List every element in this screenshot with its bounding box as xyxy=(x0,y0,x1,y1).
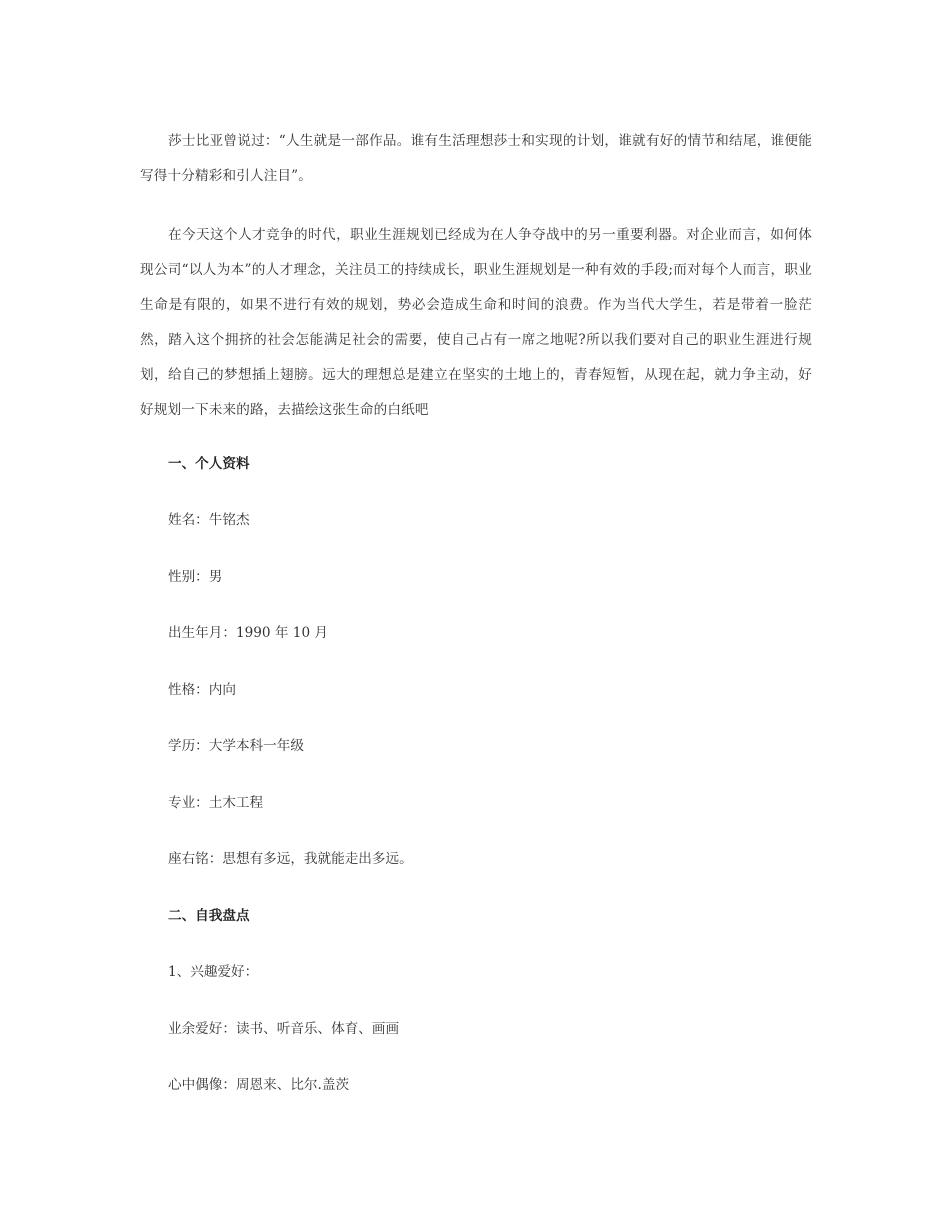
info-hobbies: 业余爱好：读书、听音乐、体育、画画 xyxy=(168,1021,400,1037)
section-heading-self-inventory: 二、自我盘点 xyxy=(168,908,250,924)
intro-paragraph-shakespeare-quote: 莎士比亚曾说过：“人生就是一部作品。谁有生活理想莎士和实现的计划，谁就有好的情节和结尾，谁便能写得十分精彩和引人注目”。 xyxy=(140,133,812,184)
section-heading-personal-info: 一、个人资料 xyxy=(168,456,250,472)
info-idols: 心中偶像：周恩来、比尔.盖茨 xyxy=(168,1077,350,1093)
info-motto: 座右铭：思想有多远，我就能走出多远。 xyxy=(168,851,413,867)
intro-paragraph-career-planning: 在今天这个人才竞争的时代，职业生涯规划已经成为在人争夺战中的另一重要利器。对企业而言，如何体现公司“以人为本”的人才理念，关注员工的持续成长，职业生涯规划是一种有效的手段;而对每个人而言，职业生命是有限的，如果不进行有效的规划，势必会造成生命和时间的浪费。作为当代大学生，若是带着一脸茫然，踏入这个拥挤的社会怎能满足社会的需要，使自己占有一席之地呢?所以我们要对自己的职业生涯进行规划，给自己的梦想插上翅膀。远大的理想总是建立在坚实的土地上的，青春短暂，从现在起，就力争主动，好好规划一下未来的路，去描绘这张生命的白纸吧 xyxy=(140,227,812,418)
info-gender: 性别：男 xyxy=(168,569,223,585)
info-name: 姓名：牛铭杰 xyxy=(168,512,250,528)
subheading-interests: 1、兴趣爱好： xyxy=(168,964,259,980)
info-education: 学历：大学本科一年级 xyxy=(168,738,304,754)
info-major: 专业：土木工程 xyxy=(168,795,264,811)
info-personality: 性格：内向 xyxy=(168,682,236,698)
info-birth-date: 出生年月：1990 年 10 月 xyxy=(168,625,329,641)
document-body xyxy=(140,124,812,428)
